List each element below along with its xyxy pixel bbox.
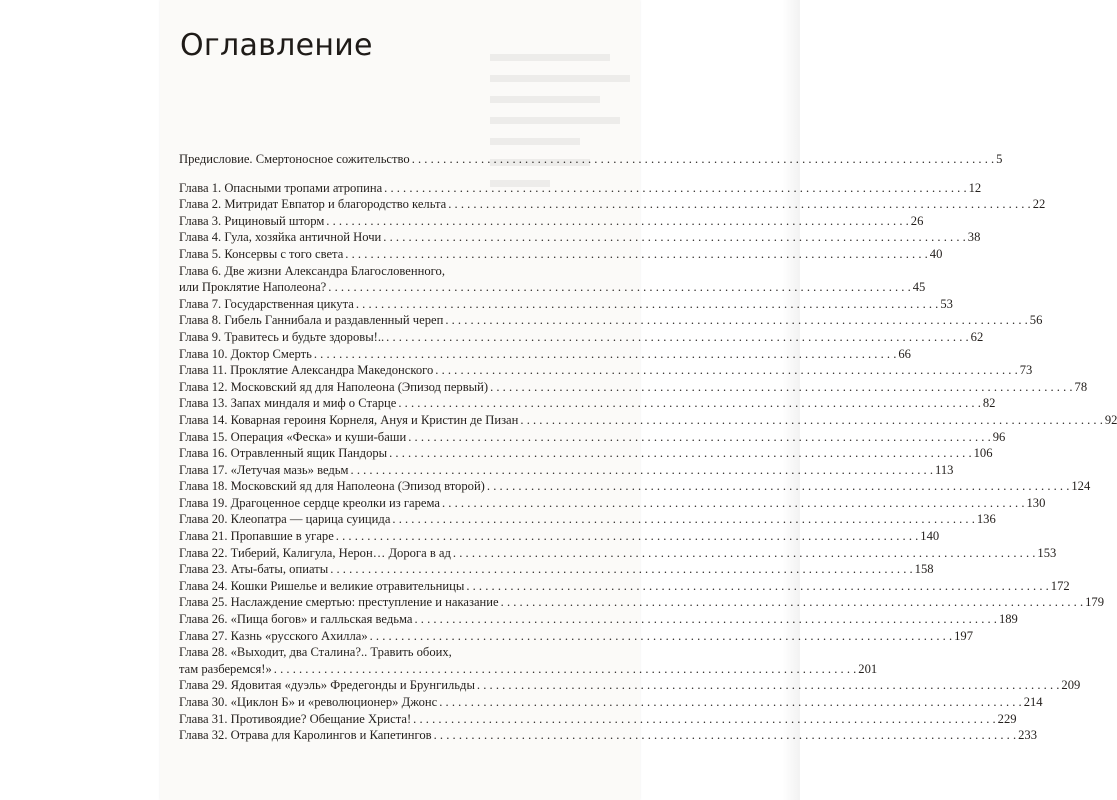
toc-page-number: 153	[1037, 545, 1057, 560]
toc-entry-title: Глава 5. Консервы с того света	[179, 246, 344, 261]
toc-entry[interactable]	[179, 462, 954, 479]
toc-page-number: 189	[998, 612, 1018, 627]
toc-entry-title: Глава 21. Пропавшие в угаре	[179, 529, 334, 544]
dot-leader	[414, 611, 996, 628]
section-spacer	[179, 168, 596, 180]
toc-entry[interactable]	[179, 478, 1091, 495]
toc-entry-title-line1: Глава 6. Две жизни Александра Благословенного,	[179, 263, 445, 278]
toc-entry-title: Глава 11. Проклятие Александра Македонского	[179, 363, 434, 378]
toc-entry-title: Глава 22. Тиберий, Калигула, Нерон… Дорога в ад	[179, 545, 451, 560]
toc-entry-title: Глава 31. Противоядие? Обещание Христа!	[179, 711, 412, 726]
toc-page-number: 73	[1019, 363, 1033, 378]
dot-leader	[383, 229, 965, 246]
toc-page-number: 66	[898, 346, 911, 361]
toc-entry-title: Глава 20. Клеопатра — царица суицида	[179, 512, 391, 527]
toc-entry[interactable]	[179, 545, 1057, 562]
toc-entry[interactable]	[179, 379, 1088, 396]
toc-entry-title: Глава 9. Травитесь и будьте здоровы!..	[179, 329, 385, 344]
toc-page-number: 62	[970, 329, 984, 344]
toc-entry-title: Глава 26. «Пища богов» и галльская ведьма	[179, 612, 413, 627]
toc-page-number: 140	[920, 529, 940, 544]
dot-leader	[413, 711, 995, 728]
toc-entry[interactable]	[179, 528, 940, 545]
toc-entry[interactable]	[179, 296, 953, 313]
page-title: Оглавление	[180, 28, 373, 63]
toc-page-number: 229	[997, 711, 1017, 726]
toc-entry-title: Глава 25. Наслаждение смертью: преступление и наказание	[179, 595, 499, 610]
dot-leader	[384, 180, 966, 197]
toc-entry[interactable]	[179, 312, 1043, 329]
toc-page-number: 40	[929, 246, 943, 261]
toc-page-number: 26	[910, 213, 924, 228]
toc-entry-title: Глава 10. Доктор Смерть	[179, 346, 312, 361]
toc-page-number: 179	[1085, 595, 1104, 610]
dot-leader	[330, 561, 912, 578]
toc-page-number: 53	[940, 296, 953, 311]
toc-entry[interactable]	[179, 711, 1017, 728]
dot-leader	[477, 677, 1059, 694]
toc-entry-title: Глава 8. Гибель Ганнибала и раздавленный череп	[179, 313, 444, 328]
toc-page-number: 56	[1029, 313, 1043, 328]
toc-page-number: 136	[976, 512, 996, 527]
dot-leader	[326, 213, 908, 230]
dot-leader	[356, 296, 938, 313]
toc-entry-title: Глава 29. Ядовитая «дуэль» Фредегонды и Брунгильды	[179, 678, 475, 693]
dot-leader	[408, 429, 990, 446]
toc-entry-title: или Проклятие Наполеона?	[179, 280, 327, 295]
dot-leader	[442, 495, 1024, 512]
toc-page-number: 106	[973, 446, 993, 461]
dot-leader	[453, 545, 1035, 562]
dot-leader	[314, 346, 896, 363]
toc-entry-title: Глава 1. Опасными тропами атропина	[179, 180, 383, 195]
dot-leader	[274, 661, 856, 678]
toc-entry-title: Глава 2. Митридат Евпатор и благородство кельта	[179, 197, 447, 212]
dot-leader	[445, 312, 1027, 329]
toc-page-number: 38	[967, 230, 981, 245]
toc-entry-title: Глава 12. Московский яд для Наполеона (Эпизод первый)	[179, 379, 489, 394]
toc-entry-title: Глава 15. Операция «Феска» и куши-баши	[179, 429, 407, 444]
dot-leader	[370, 628, 952, 645]
toc-entry[interactable]	[179, 495, 1046, 512]
toc-entry-title-line1: Глава 28. «Выходит, два Сталина?.. Травить обоих,	[179, 645, 452, 660]
toc-entry-title: Предисловие. Смертоносное сожительство	[179, 152, 410, 166]
dot-leader	[345, 246, 927, 263]
dot-leader	[439, 694, 1021, 711]
toc-page-number: 130	[1026, 495, 1046, 510]
dot-leader	[448, 196, 1030, 213]
toc-entry-title: Глава 27. Казнь «русского Ахилла»	[179, 628, 368, 643]
toc-entry[interactable]	[179, 412, 1117, 429]
toc-entry-title: Глава 14. Коварная героиня Корнеля, Ануя и Кристин де Пизан	[179, 412, 519, 427]
toc-page-number: 78	[1074, 379, 1088, 394]
dot-leader	[487, 478, 1069, 495]
toc-entry[interactable]	[179, 677, 1081, 694]
toc-entry[interactable]	[179, 362, 1033, 379]
toc-entry-title: Глава 16. Отравленный ящик Пандоры	[179, 446, 388, 461]
toc-page-number: 113	[934, 462, 954, 477]
toc-page-number: 12	[968, 180, 982, 195]
table-of-contents	[179, 151, 1117, 744]
dot-leader	[398, 395, 980, 412]
dot-leader	[434, 727, 1016, 744]
toc-entry-title: там разберемся!»	[179, 661, 272, 676]
toc-entry-title: Глава 7. Государственная цикута	[179, 296, 354, 311]
toc-entry[interactable]	[179, 727, 1037, 744]
toc-entry[interactable]	[179, 329, 984, 346]
toc-entry[interactable]	[179, 246, 943, 263]
toc-page-number: 82	[982, 396, 996, 411]
toc-entry-title: Глава 17. «Летучая мазь» ведьм	[179, 462, 349, 477]
toc-entry[interactable]	[179, 180, 982, 197]
dot-leader	[389, 445, 971, 462]
dot-leader	[466, 578, 1048, 595]
dot-leader	[351, 462, 933, 479]
toc-entry[interactable]	[179, 561, 934, 578]
toc-entry[interactable]	[179, 429, 1006, 446]
toc-page-number: 233	[1018, 728, 1037, 743]
dot-leader	[435, 362, 1017, 379]
toc-entry-title: Глава 4. Гула, хозяйка античной Ночи	[179, 230, 382, 245]
toc-entry[interactable]	[179, 628, 973, 645]
toc-entry[interactable]	[179, 594, 1104, 611]
toc-entry[interactable]	[179, 694, 1043, 711]
toc-entry[interactable]	[179, 229, 981, 246]
toc-entry[interactable]	[179, 151, 1003, 168]
toc-entry-title: Глава 24. Кошки Ришелье и великие отравительницы	[179, 578, 465, 593]
toc-entry-title: Глава 23. Аты-баты, опиаты	[179, 562, 329, 577]
toc-page-number: 45	[912, 280, 926, 295]
toc-page-number: 22	[1032, 197, 1046, 212]
dot-leader	[501, 594, 1083, 611]
toc-entry[interactable]	[179, 395, 996, 412]
toc-page-number: 197	[954, 628, 973, 643]
toc-entry[interactable]	[179, 213, 924, 230]
toc-entry-title: Глава 32. Отрава для Каролингов и Капетингов	[179, 728, 432, 743]
dot-leader	[328, 279, 910, 296]
toc-entry[interactable]	[179, 661, 878, 678]
toc-page-number: 96	[992, 429, 1006, 444]
toc-entry[interactable]	[179, 346, 911, 363]
toc-entry-title: Глава 18. Московский яд для Наполеона (Эпизод второй)	[179, 479, 485, 494]
dot-leader	[412, 151, 994, 168]
toc-page-number: 214	[1023, 695, 1043, 709]
dot-leader	[490, 379, 1072, 396]
dot-leader	[520, 412, 1102, 429]
toc-page-number: 92	[1104, 412, 1117, 427]
toc-page-number: 172	[1050, 578, 1070, 593]
toc-entry[interactable]	[179, 279, 926, 296]
toc-entry[interactable]	[179, 611, 1018, 628]
toc-page-number: 158	[914, 562, 934, 577]
toc-entry-title: Глава 13. Запах миндаля и миф о Старце	[179, 396, 397, 411]
toc-entry[interactable]	[179, 511, 996, 528]
toc-entry-title: Глава 30. «Циклон Б» и «революционер» Джонс	[179, 695, 438, 709]
toc-page-number: 5	[996, 152, 1003, 166]
toc-entry[interactable]	[179, 445, 993, 462]
dot-leader	[392, 511, 974, 528]
toc-entry-title: Глава 3. Рициновый шторм	[179, 213, 325, 228]
dot-leader	[386, 329, 968, 346]
toc-page-number: 124	[1071, 479, 1091, 494]
toc-page-number: 201	[858, 661, 878, 676]
toc-page-number: 209	[1061, 678, 1081, 693]
toc-entry[interactable]	[179, 578, 1070, 595]
dot-leader	[336, 528, 918, 545]
toc-entry[interactable]	[179, 196, 1046, 213]
toc-entry-title: Глава 19. Драгоценное сердце креолки из гарема	[179, 495, 440, 510]
